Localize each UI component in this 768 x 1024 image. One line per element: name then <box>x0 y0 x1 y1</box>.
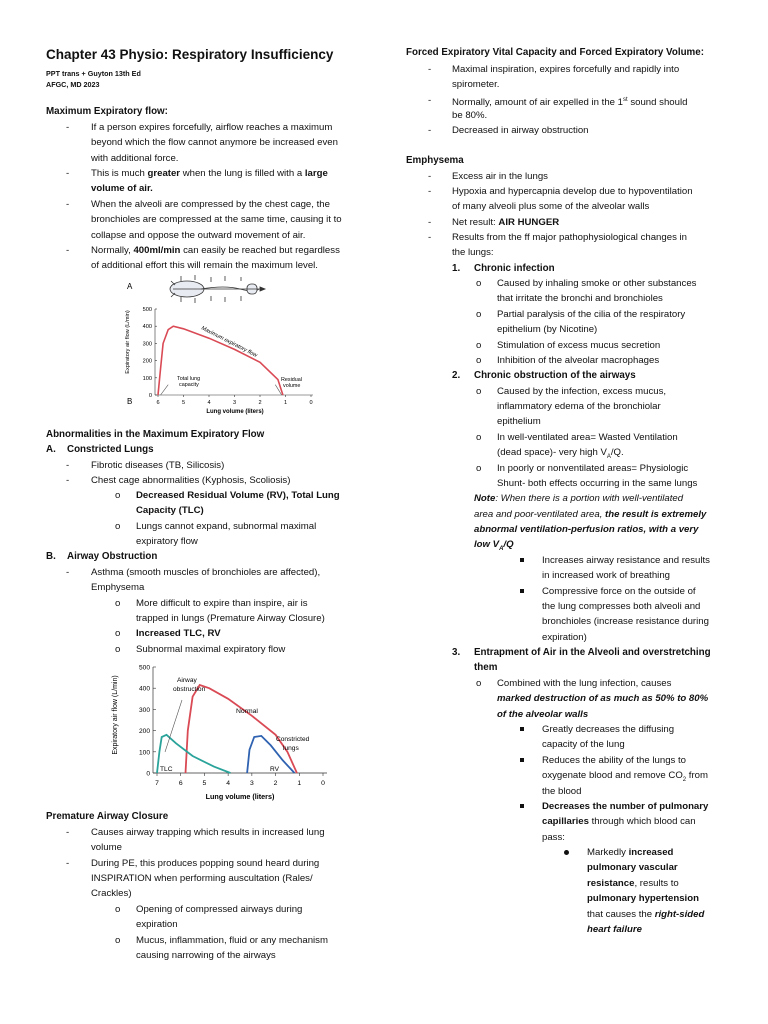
square-marker <box>520 589 524 593</box>
fig1-x-tick: 3 <box>232 400 237 406</box>
circle-marker: o <box>476 463 482 474</box>
emph-n2-1-l2: inflammatory edema of the bronchiolar <box>497 401 661 412</box>
mef-b4-l2: of additional effort this will remain the maximum level. <box>91 260 318 271</box>
fig2-x-tick: 3 <box>249 780 254 787</box>
fig1-tlc-label-l2: capacity <box>179 382 199 388</box>
pac-p2-1-l1: Opening of compressed airways during <box>136 904 303 915</box>
dash-marker: - <box>428 125 432 136</box>
fig2-constricted-label-l1: Constricted <box>276 736 310 743</box>
emph-s1-l2: in increased work of breathing <box>542 570 670 581</box>
fig1-ylabel: Expiratory air flow (L/min) <box>125 310 131 374</box>
emph-n2-1-l1: Caused by the infection, excess mucus, <box>497 386 667 397</box>
fig2-y-tick: 100 <box>138 749 150 757</box>
figure-abnormal-flow-curves <box>105 660 335 805</box>
emph-s2-l3: bronchioles (increase resistance during <box>542 616 709 627</box>
circle-marker: o <box>476 386 482 397</box>
fig2-x-tick: 2 <box>273 780 278 787</box>
circle-marker: o <box>115 628 121 639</box>
abn-a2-1-l1: Decreased Residual Volume (RV), Total Lung <box>136 490 340 501</box>
circle-marker: o <box>115 490 121 501</box>
fig1-y-tick: 300 <box>142 341 152 348</box>
fig1-x-tick: 6 <box>156 400 160 406</box>
emph-s1-l1: Increases airway resistance and results <box>542 555 710 566</box>
circle-marker: o <box>115 935 121 946</box>
fig1-label-a: A <box>127 282 133 291</box>
abn-b1-l1: Asthma (smooth muscles of bronchioles are affected), <box>91 567 321 578</box>
pac-heading: Premature Airway Closure <box>46 811 169 822</box>
abn-a-letter: A. <box>46 444 56 455</box>
source-line: PPT trans + Guyton 13th Ed <box>46 69 141 78</box>
fig1-y-tick: 500 <box>142 307 152 313</box>
pac-p2-2-l1: Mucus, inflammation, fluid or any mechanism <box>136 935 328 946</box>
emph-u1-l4: pulmonary hypertension <box>587 893 699 904</box>
emph-n1-title: Chronic infection <box>474 263 555 274</box>
circle-marker: o <box>476 309 482 320</box>
emph-n1-3: Stimulation of excess mucus secretion <box>497 340 661 351</box>
fig2-x-tick: 1 <box>297 780 302 787</box>
fig2-airway-label-l1: Airway <box>177 677 197 684</box>
abn-b1-1-l2: trapped in lungs (Premature Airway Closure) <box>136 613 325 624</box>
emph-n1-2-l1: Partial paralysis of the cilia of the respiratory <box>497 309 686 320</box>
mef-b3-l2: bronchioles are compressed at the same time, causing it to <box>91 214 342 225</box>
emph-note-l1: Note: When there is a portion with well-ventilated <box>474 493 684 504</box>
emph-n3-1-l2: marked destruction of as much as 50% to 80% <box>497 693 709 704</box>
fig2-airway-label-l2: obstruction <box>173 686 206 693</box>
pac-p2-l3: Crackles) <box>91 888 132 899</box>
fev-b2-l2: be 80%. <box>452 110 488 121</box>
fig1-x-tick: 5 <box>181 400 186 406</box>
fig2-x-axis <box>155 773 325 787</box>
circle-marker: o <box>476 278 482 289</box>
fig1-x-tick: 4 <box>207 400 211 406</box>
fig2-x-tick: 7 <box>155 780 159 787</box>
emph-t3-l3: pass: <box>542 832 565 843</box>
emph-b2-l2: of many alveoli plus some of the alveolar walls <box>452 201 650 212</box>
dash-marker: - <box>428 232 432 243</box>
emph-note-l4: low $V_A/Q$ <box>474 539 514 552</box>
fig1-x-tick: 2 <box>258 400 262 406</box>
emph-b3: Net result: AIR HUNGER <box>452 217 560 228</box>
fig1-label-b: B <box>127 397 133 406</box>
pac-p2-2-l2: causing narrowing of the airways <box>136 950 276 961</box>
abn-b1-l2: Emphysema <box>91 582 145 593</box>
abn-a2-2-l2: expiratory flow <box>136 536 198 547</box>
emph-n2-1-l3: epithelium <box>497 416 541 427</box>
mef-b1-l2: beyond which the flow cannot anymore be increased even <box>91 137 338 148</box>
fig2-rv-label: RV <box>270 766 280 773</box>
fig1-rv-label-l1: Residual <box>281 377 302 383</box>
dash-marker: - <box>428 186 432 197</box>
fig2-y-axis <box>139 665 156 778</box>
figure-max-expiratory-flow <box>115 272 330 417</box>
fig2-x-tick: 5 <box>202 780 207 787</box>
fig1-tlc-label-l1: Total lung <box>177 376 201 382</box>
mef-b1-l1: If a person expires forcefully, airflow reaches a maximum <box>91 122 333 133</box>
fev-b3: Decreased in airway obstruction <box>452 125 589 136</box>
emph-n2-number: 2. <box>452 370 461 381</box>
fig1-tlc-pointer <box>161 385 169 395</box>
mef-b3-l1: When the alveoli are compressed by the chest cage, the <box>91 199 330 210</box>
circle-marker: o <box>115 521 121 532</box>
mef-b2-l2: volume of air. <box>91 183 153 194</box>
abn-a2: Chest cage abnormalities (Kyphosis, Scoliosis) <box>91 475 291 486</box>
dash-marker: - <box>428 171 432 182</box>
emph-n1-number: 1. <box>452 263 461 274</box>
fig1-x-axis <box>156 395 312 406</box>
fig2-x-tick: 4 <box>226 780 231 787</box>
emph-b2-l1: Hypoxia and hypercapnia develop due to hypoventilation <box>452 186 693 197</box>
emph-t1-l2: capacity of the lung <box>542 739 625 750</box>
dash-marker: - <box>66 827 70 838</box>
emph-n1-1-l2: that irritate the bronchi and bronchioles <box>497 293 663 304</box>
pac-p2-1-l2: expiration <box>136 919 178 930</box>
dash-marker: - <box>66 475 70 486</box>
abn-b-letter: B. <box>46 551 56 562</box>
emph-n1-1-l1: Caused by inhaling smoke or other substances <box>497 278 697 289</box>
fig2-x-tick: 0 <box>321 780 325 787</box>
emph-t3-l1: Decreases the number of pulmonary <box>542 801 709 812</box>
fev-b1-l1: Maximal inspiration, expires forcefully and rapidly into <box>452 64 680 75</box>
fev-b1-l2: spirometer. <box>452 79 500 90</box>
circle-marker: o <box>476 340 482 351</box>
emph-n3-title-l1: Entrapment of Air in the Alveoli and overstretching <box>474 647 711 658</box>
dash-marker: - <box>66 567 70 578</box>
emph-u1-l1: Markedly increased <box>587 847 674 858</box>
dash-marker: - <box>66 858 70 869</box>
emph-u1-l2: pulmonary vascular <box>587 862 678 873</box>
emph-n3-1-l1: Combined with the lung infection, causes <box>497 678 672 689</box>
fig2-normal-label: Normal <box>236 708 258 715</box>
fig2-y-tick: 0 <box>146 770 150 778</box>
square-marker <box>520 804 524 808</box>
dot-marker <box>564 850 569 855</box>
lung-airway-illustration <box>170 275 265 303</box>
emph-b1: Excess air in the lungs <box>452 171 548 182</box>
square-marker <box>520 558 524 562</box>
fig1-y-tick: 100 <box>142 375 152 382</box>
emph-n2-2-l2: (dead space)- very high $V_A/Q$. <box>497 447 624 460</box>
emph-s2-l4: expiration) <box>542 632 587 643</box>
emph-t2-l2: oxygenate blood and remove $CO_2$ from <box>542 770 708 783</box>
dash-marker: - <box>428 64 432 75</box>
emph-heading: Emphysema <box>406 155 464 166</box>
abn-a2-1-l2: Capacity (TLC) <box>136 505 204 516</box>
emph-s2-l1: Compressive force on the outside of <box>542 586 696 597</box>
circle-marker: o <box>476 432 482 443</box>
fig2-ylabel: Expiratory air flow (L/min) <box>112 675 119 755</box>
fig2-xlabel: Lung volume (liters) <box>205 792 275 801</box>
mef-heading: Maximum Expiratory flow: <box>46 106 168 117</box>
fig1-x-tick: 1 <box>283 400 288 406</box>
page-title: Chapter 43 Physio: Respiratory Insufficiency <box>46 47 334 62</box>
fig2-constricted-label-l2: lungs <box>283 745 299 752</box>
fig1-xlabel: Lung volume (liters) <box>206 409 264 415</box>
pac-p2-l2: INSPIRATION when performing auscultation (Rales/ <box>91 873 313 884</box>
dash-marker: - <box>428 217 432 228</box>
emph-n2-2-l1: In well-ventilated area= Wasted Ventilation <box>497 432 678 443</box>
fig2-y-tick: 200 <box>138 728 150 736</box>
square-marker <box>520 758 524 762</box>
mef-b3-l3: collapse and oppose the outward movement of air. <box>91 230 306 241</box>
abn-b-title: Airway Obstruction <box>67 551 158 562</box>
abn-a-title: Constricted Lungs <box>67 444 154 455</box>
abn-a1: Fibrotic diseases (TB, Silicosis) <box>91 460 225 471</box>
emph-n1-2-l2: epithelium (by Nicotine) <box>497 324 598 335</box>
emph-n2-3-l1: In poorly or nonventilated areas= Physiologic <box>497 463 689 474</box>
pac-p1-l1: Causes airway trapping which results in increased lung <box>91 827 325 838</box>
emph-t1-l1: Greatly decreases the diffusing <box>542 724 675 735</box>
fig2-y-tick: 500 <box>138 664 150 672</box>
emph-n1-4: Inhibition of the alveolar macrophages <box>497 355 660 366</box>
pac-p1-l2: volume <box>91 842 122 853</box>
emph-n2-title: Chronic obstruction of the airways <box>474 370 636 381</box>
emph-s2-l2: the lung compresses both alveoli and <box>542 601 701 612</box>
fig1-y-tick: 0 <box>148 393 152 399</box>
emph-u1-l5: that causes the right-sided <box>587 909 705 920</box>
mef-b4-l1: Normally, 400ml/min can easily be reached but regardless <box>91 245 340 256</box>
dash-marker: - <box>66 245 70 256</box>
emph-n3-number: 3. <box>452 647 461 658</box>
fig1-x-tick: 0 <box>309 400 313 406</box>
abn-b1-1-l1: More difficult to expire than inspire, air is <box>136 598 308 609</box>
dash-marker: - <box>66 122 70 133</box>
emph-t2-l1: Reduces the ability of the lungs to <box>542 755 686 766</box>
circle-marker: o <box>115 598 121 609</box>
fev-heading: Forced Expiratory Vital Capacity and Forced Expiratory Volume: <box>406 47 704 58</box>
circle-marker: o <box>115 644 121 655</box>
fig1-rv-label-l2: volume <box>283 383 301 389</box>
emph-t3-l2: capillaries through which blood can <box>542 816 696 827</box>
square-marker <box>520 727 524 731</box>
dash-marker: - <box>428 95 432 106</box>
fig2-x-tick: 6 <box>178 780 183 787</box>
circle-marker: o <box>476 355 482 366</box>
dash-marker: - <box>66 460 70 471</box>
emph-note-l3: abnormal ventilation-perfusion ratios, with a very <box>474 524 699 535</box>
emph-t2-l3: the blood <box>542 786 582 797</box>
fig2-y-tick: 300 <box>138 706 150 714</box>
mef-b1-l3: with additional force. <box>91 153 179 164</box>
mef-b2-l1: This is much greater when the lung is filled with a large <box>91 168 328 179</box>
emph-n2-3-l2: Shunt- both effects occurring in the same lungs <box>497 478 698 489</box>
abn-heading: Abnormalities in the Maximum Expiratory Flow <box>46 429 265 440</box>
author-line: AFGC, MD 2023 <box>46 80 100 89</box>
fig2-airway-pointer <box>165 700 182 752</box>
emph-b4-l1: Results from the ff major pathophysiological changes in <box>452 232 687 243</box>
abn-b1-3: Subnormal maximal expiratory flow <box>136 644 286 655</box>
fig2-tlc-label: TLC <box>160 766 173 773</box>
emph-u1-l3: resistance, results to <box>587 878 679 889</box>
circle-marker: o <box>115 904 121 915</box>
emph-u1-l6: heart failure <box>587 924 642 935</box>
fig1-y-tick: 400 <box>142 324 152 331</box>
fig2-y-tick: 400 <box>138 685 150 693</box>
fev-b2-l1: Normally, amount of air expelled in the 1st sound should <box>452 97 688 109</box>
dash-marker: - <box>66 199 70 210</box>
pac-p2-l1: During PE, this produces popping sound heard during <box>91 858 320 869</box>
abn-b1-2: Increased TLC, RV <box>136 628 221 639</box>
emph-b4-l2: the lungs: <box>452 247 494 258</box>
emph-n3-1-l3: of the alveolar walls <box>497 709 589 720</box>
fig1-curve-label: Maximum expiratory flow <box>200 325 258 359</box>
emph-n3-title-l2: them <box>474 662 498 673</box>
dash-marker: - <box>66 168 70 179</box>
fig1-y-tick: 200 <box>142 358 152 365</box>
abn-a2-2-l1: Lungs cannot expand, subnormal maximal <box>136 521 317 532</box>
emph-note-l2: area and poor-ventilated area, the result is extremely <box>474 509 707 520</box>
circle-marker: o <box>476 678 482 689</box>
